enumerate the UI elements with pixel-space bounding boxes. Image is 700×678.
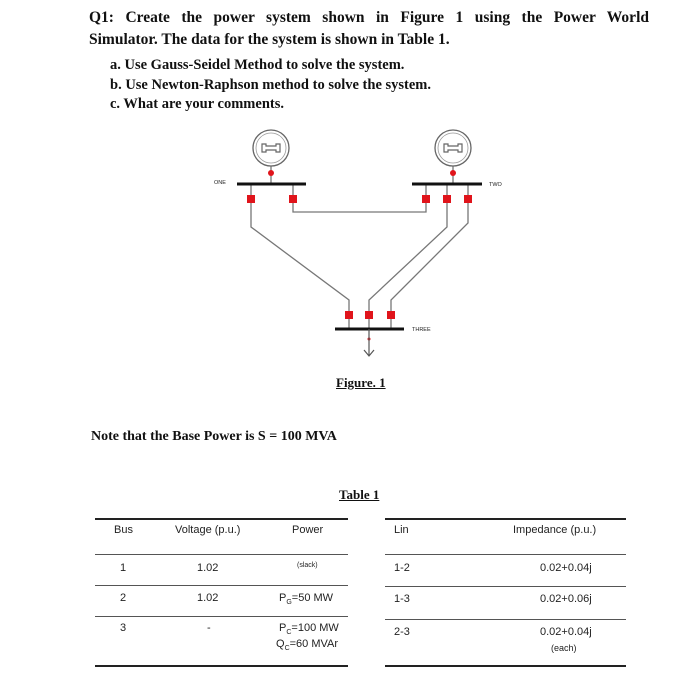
task-item-a: a. Use Gauss-Seidel Method to solve the system. — [110, 57, 405, 73]
bus-label-one: ONE — [214, 180, 226, 186]
p-subscript: G — [286, 599, 292, 607]
impedance-1-3: 0.02+0.06j — [540, 593, 592, 605]
bus-3: 3 — [120, 622, 127, 634]
question-line-2: Simulator. The data for the system is shown in Table 1. — [89, 31, 450, 48]
figure-caption: Figure. 1 — [336, 375, 386, 390]
q-symbol: Q — [276, 638, 285, 650]
p-symbol: P — [279, 622, 287, 634]
bus-label-three: THREE — [412, 327, 431, 333]
header-voltage: Voltage (p.u.) — [175, 524, 241, 536]
p-value: =50 MW — [291, 592, 334, 604]
voltage-2: 1.02 — [197, 592, 219, 604]
task-item-c: c. What are your comments. — [110, 96, 284, 112]
question-line-1: Q1: Create the power system shown in Figure 1 using the Power World — [89, 9, 649, 26]
voltage-1: 1.02 — [197, 562, 219, 574]
voltage-3: - — [207, 622, 211, 634]
base-power-note: Note that the Base Power is S = 100 MVA — [91, 429, 337, 444]
bus-2: 2 — [120, 592, 127, 604]
bus-label-two: TWO — [489, 182, 502, 188]
line-1-2: 1-2 — [394, 562, 410, 574]
header-bus: Bus — [114, 524, 133, 536]
header-line: Lin — [394, 524, 409, 536]
task-item-b: b. Use Newton-Raphson method to solve the system. — [110, 76, 432, 93]
impedance-1-2: 0.02+0.04j — [540, 562, 592, 574]
power-3-q — [276, 638, 338, 652]
power-3-p — [279, 622, 339, 636]
q-subscript: C — [284, 645, 290, 653]
impedance-2-3: 0.02+0.04j — [540, 626, 592, 638]
impedance-2-3-note: (each) — [551, 643, 577, 653]
p-subscript: C — [286, 629, 292, 637]
p-value: =100 MW — [291, 622, 339, 634]
line-1-3: 1-3 — [394, 593, 410, 605]
table-caption: Table 1 — [339, 487, 380, 502]
p-symbol: P — [279, 592, 287, 604]
power-1: (slack) — [297, 562, 318, 569]
line-2-3: 2-3 — [394, 626, 410, 638]
power-2 — [279, 592, 333, 606]
q-value: =60 MVAr — [289, 638, 339, 650]
bus-1: 1 — [120, 562, 127, 574]
header-power: Power — [292, 524, 324, 536]
header-impedance: Impedance (p.u.) — [513, 524, 597, 536]
